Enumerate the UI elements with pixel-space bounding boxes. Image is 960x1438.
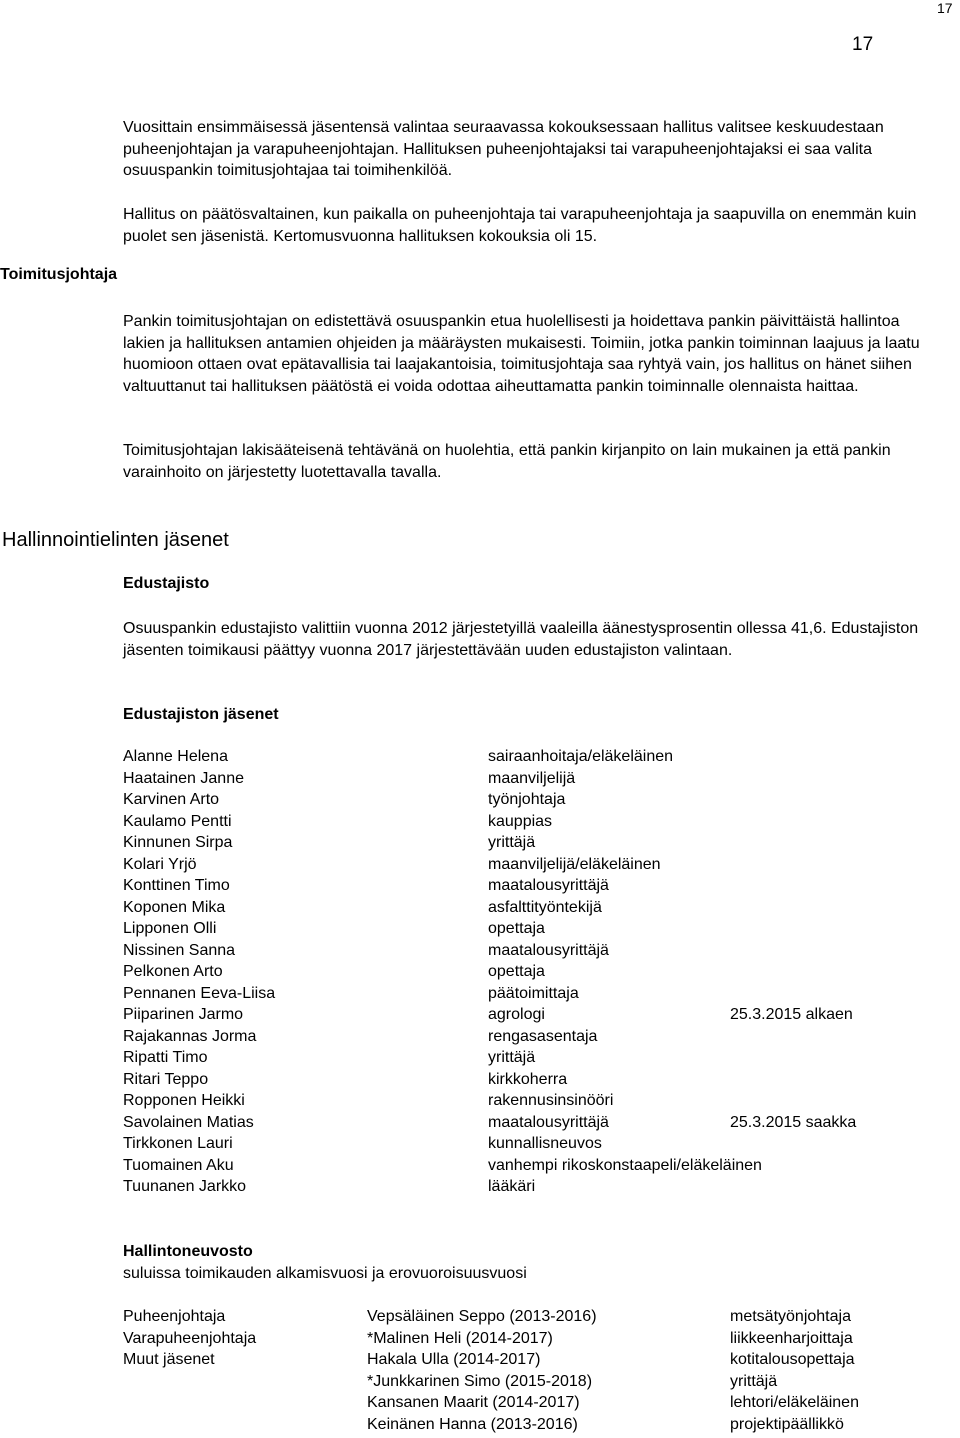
members-heading: Edustajiston jäsenet (123, 706, 279, 723)
member-occupation: sairaanhoitaja/eläkeläinen (488, 748, 674, 765)
member-name: Tuomainen Aku (123, 1156, 234, 1174)
member-occupation: työnjohtaja (488, 791, 566, 808)
member-occupation: opettaja (488, 963, 545, 980)
side-heading-toimitusjohtaja: Toimitusjohtaja (0, 266, 118, 283)
member-occupation: rakennusinsinööri (488, 1092, 614, 1109)
member-occupation: maanviljelijä/eläkeläinen (488, 855, 661, 873)
member-occupation: kunnallisneuvos (488, 1135, 602, 1152)
member-name: Haatainen Janne (123, 769, 244, 787)
edustajisto-heading: Edustajisto (123, 575, 210, 592)
intro-paragraph-2: Hallitus on päätösvaltainen, kun paikalla on puheenjohtaja tai varapuheenjohtaja ja saapuvilla on enemmän kuin puolet sen jäsenistä. Kertomusvuonna hallituksen kokouksia oli 15. (123, 206, 917, 245)
member-occupation: päätoimittaja (488, 984, 579, 1002)
member-occupation: kauppias (488, 812, 553, 830)
member-name: Kolari Yrjö (123, 855, 197, 873)
board-member-occupation: lehtori/eläkeläinen (730, 1394, 859, 1411)
board-member-occupation: projektipäällikkö (730, 1415, 844, 1433)
member-occupation: opettaja (488, 920, 545, 937)
member-note: 25.3.2015 saakka (730, 1113, 857, 1131)
member-occupation: asfalttityöntekijä (488, 898, 602, 916)
page-number-outer: 17 (937, 0, 953, 16)
member-occupation: yrittäjä (488, 834, 536, 851)
member-occupation: vanhempi rikoskonstaapeli/eläkeläinen (488, 1156, 762, 1174)
member-occupation: maanviljelijä (488, 769, 576, 787)
member-name: Alanne Helena (123, 748, 228, 765)
board-member-name: Keinänen Hanna (2013-2016) (367, 1415, 578, 1433)
edustajisto-paragraph: Osuuspankin edustajisto valittiin vuonna 2012 järjestetyillä vaaleilla äänestysprosentin ollessa 41,6. Edustajiston jäsenten toimikausi päättyy vuonna 2017 järjestettävään uuden edustajiston valintaan. (123, 620, 919, 659)
board-member-name: Vepsäläinen Seppo (2013-2016) (367, 1308, 597, 1325)
page-number: 17 (852, 34, 874, 55)
board-member-occupation: yrittäjä (730, 1372, 778, 1390)
member-name: Karvinen Arto (123, 791, 220, 808)
member-name: Ropponen Heikki (123, 1092, 245, 1109)
board-member-name: *Junkkarinen Simo (2015-2018) (367, 1372, 593, 1390)
member-name: Kinnunen Sirpa (123, 834, 233, 851)
member-name: Tuunanen Jarkko (123, 1178, 247, 1195)
board-member-occupation: kotitalousopettaja (730, 1351, 855, 1368)
board-role: Muut jäsenet (123, 1351, 215, 1368)
member-name: Pennanen Eeva-Liisa (123, 984, 276, 1002)
board-role: Varapuheenjohtaja (123, 1329, 257, 1347)
member-name: Kaulamo Pentti (123, 812, 232, 830)
section-heading-governance: Hallinnointielinten jäsenet (2, 529, 229, 551)
member-occupation: lääkäri (488, 1178, 536, 1195)
member-occupation: yrittäjä (488, 1049, 536, 1066)
member-occupation: agrologi (488, 1006, 545, 1023)
member-name: Nissinen Sanna (123, 941, 236, 959)
board-member-occupation: metsätyönjohtaja (730, 1308, 851, 1325)
member-name: Piiparinen Jarmo (123, 1006, 244, 1023)
member-note: 25.3.2015 alkaen (730, 1006, 853, 1023)
board-subheading: suluissa toimikauden alkamisvuosi ja erovuoroisuusvuosi (123, 1265, 527, 1282)
member-name: Savolainen Matias (123, 1113, 254, 1131)
member-name: Pelkonen Arto (123, 963, 223, 980)
member-name: Ripatti Timo (123, 1049, 208, 1066)
board-member-name: Kansanen Maarit (2014-2017) (367, 1394, 580, 1411)
board-member-name: Hakala Ulla (2014-2017) (367, 1351, 541, 1368)
member-name: Koponen Mika (123, 898, 226, 916)
member-occupation: maatalousyrittäjä (488, 1113, 609, 1131)
member-name: Ritari Teppo (123, 1070, 209, 1088)
member-occupation: maatalousyrittäjä (488, 877, 609, 894)
member-name: Rajakannas Jorma (123, 1027, 257, 1045)
ceo-paragraph-1: Pankin toimitusjohtajan on edistettävä osuuspankin etua huolellisesti ja hoidettava pankin päivittäistä hallintoa lakien ja hallituksen antamien ohjeiden ja määräysten mukaisesti. Toimiin, jotka pankin toiminnan laajuus ja laatu huomioon ottaen ovat epätavallisia tai laajakantoisia, toimitusjohtaja saa ryhtyä vain, jos hallitus on hänet siihen valtuuttanut tai hallituksen päätöstä ei voida odottaa aiheuttamatta pankin toiminnalle olennaista haittaa. (123, 313, 920, 395)
member-name: Tirkkonen Lauri (123, 1135, 233, 1152)
member-occupation: rengasasentaja (488, 1027, 598, 1045)
member-occupation: maatalousyrittäjä (488, 941, 609, 959)
ceo-paragraph-2: Toimitusjohtajan lakisääteisenä tehtävänä on huolehtia, että pankin kirjanpito on lain mukainen ja että pankin varainhoito on järjestetty luotettavalla tavalla. (123, 442, 891, 481)
board-role: Puheenjohtaja (123, 1308, 226, 1325)
member-name: Lipponen Olli (123, 920, 217, 937)
member-name: Konttinen Timo (123, 877, 230, 894)
intro-paragraph-1: Vuosittain ensimmäisessä jäsentensä valintaa seuraavassa kokouksessaan hallitus valitsee keskuudestaan puheenjohtajan ja varapuheenjohtajan. Hallituksen puheenjohtajaksi tai varapuheenjohtajaksi ei saa valita osuuspankin toimitusjohtajaa tai toimihenkilöä. (123, 119, 884, 180)
board-heading: Hallintoneuvosto (123, 1243, 253, 1260)
board-member-name: *Malinen Heli (2014-2017) (367, 1329, 553, 1347)
member-occupation: kirkkoherra (488, 1070, 568, 1088)
board-member-occupation: liikkeenharjoittaja (730, 1329, 853, 1347)
